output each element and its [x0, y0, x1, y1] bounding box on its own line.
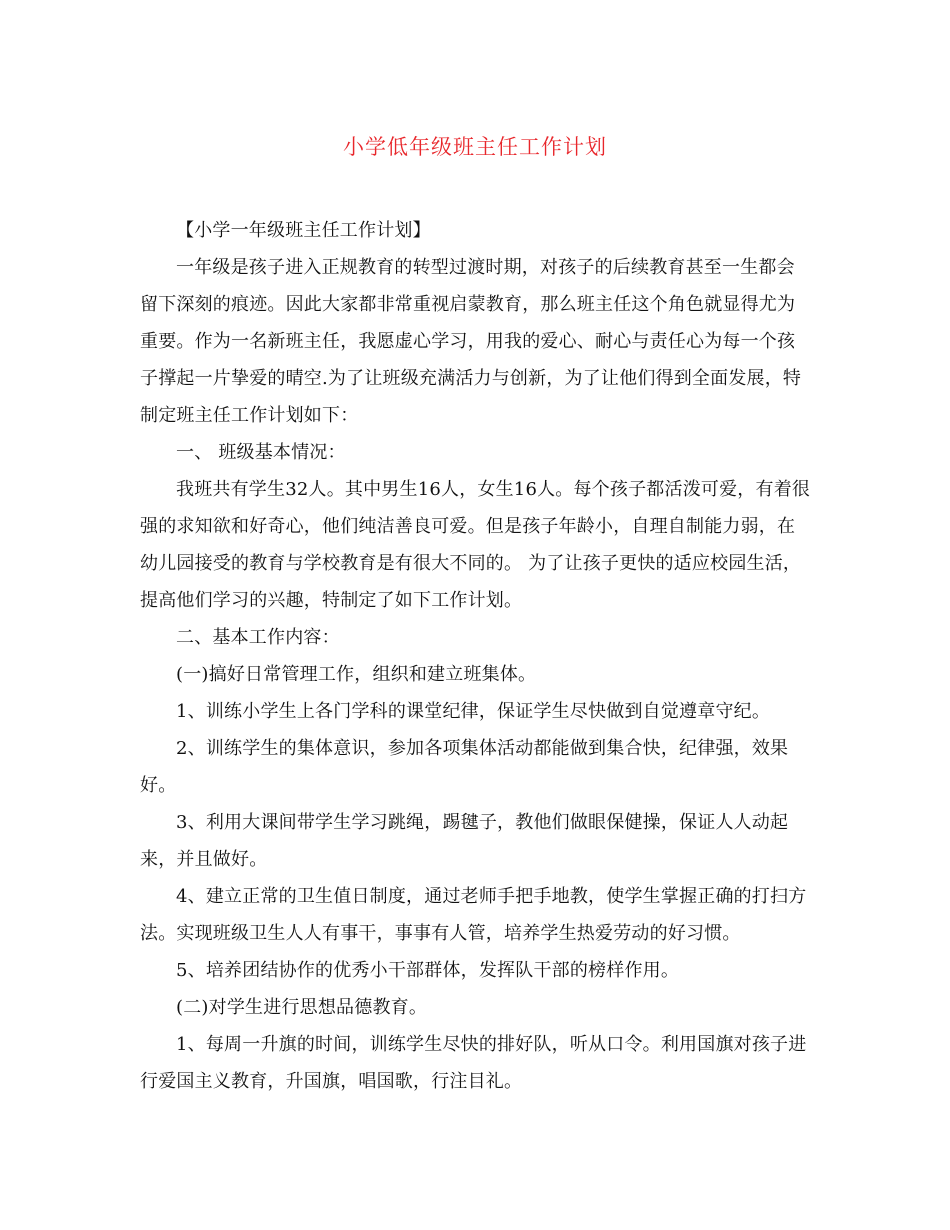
- list-item: 2、训练学生的集体意识，参加各项集体活动都能做到集合快，纪律强，效果好。: [140, 738, 789, 796]
- section-heading: 二、基本工作内容：: [176, 627, 340, 648]
- list-item: 3、利用大课间带学生学习跳绳，踢毽子，教他们做眼保健操，保证人人动起来，并且做好。: [140, 812, 789, 870]
- section-heading: 一、 班级基本情况：: [176, 442, 346, 463]
- list-item: 1、每周一升旗的时间，训练学生尽快的排好队，听从口令。利用国旗对孩子进行爱国主义教育，升国旗，唱国歌，行注目礼。: [140, 1034, 807, 1092]
- subsection-heading: (二)对学生进行思想品德教育。: [176, 997, 428, 1018]
- list-item: 4、建立正常的卫生值日制度，通过老师手把手地教，使学生掌握正确的打扫方法。实现班级卫生人人有事干，事事有人管，培养学生热爱劳动的好习惯。: [140, 886, 807, 944]
- document-title: 小学低年级班主任工作计划: [343, 135, 607, 159]
- paragraph: 我班共有学生32人。其中男生16人，女生16人。每个孩子都活泼可爱，有着很强的求知欲和好奇心，他们纯洁善良可爱。但是孩子年龄小，自理自制能力弱，在幼儿园接受的教育与学校教育是有很大不同的。 为了让孩子更快的适应校园生活，提高他们学习的兴趣，特制定了如下工作计划。: [140, 479, 811, 611]
- list-item: 1、训练小学生上各门学科的课堂纪律，保证学生尽快做到自觉遵章守纪。: [176, 701, 771, 722]
- section-heading: 【小学一年级班主任工作计划】: [176, 220, 431, 241]
- paragraph: 一年级是孩子进入正规教育的转型过渡时期，对孩子的后续教育甚至一生都会留下深刻的痕迹。因此大家都非常重视启蒙教育，那么班主任这个角色就显得尤为重要。作为一名新班主任，我愿虚心学习，用我的爱心、耐心与责任心为每一个孩子撑起一片挚爱的晴空.为了让班级充满活力与创新，为了让他们得到全面发展，特制定班主任工作计划如下：: [140, 257, 802, 426]
- subsection-heading: (一)搞好日常管理工作，组织和建立班集体。: [176, 664, 537, 685]
- list-item: 5、培养团结协作的优秀小干部群体，发挥队干部的榜样作用。: [176, 960, 680, 981]
- document-body: [140, 212, 812, 1100]
